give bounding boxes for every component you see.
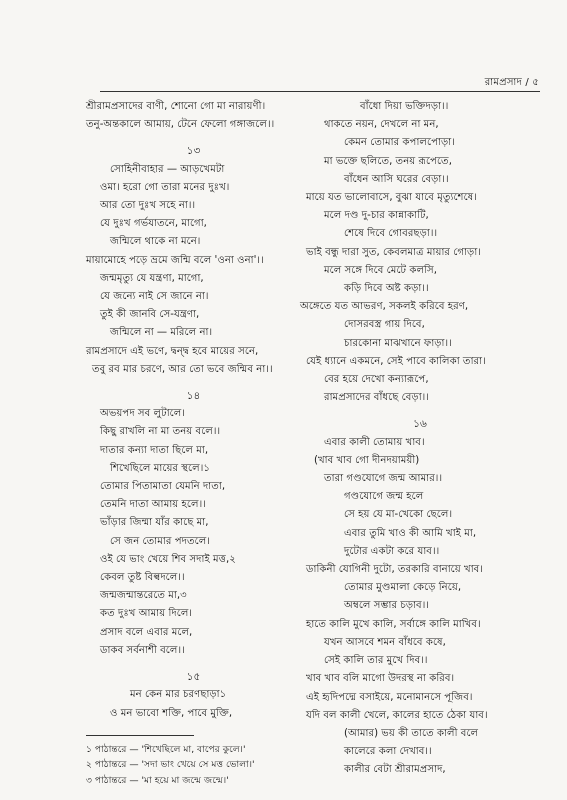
verse-line: দাতার কন্যা দাতা ছিলে মা, (100, 444, 209, 456)
verse-line: কেবল তুষ্ট বিল্বদলে।। (100, 572, 185, 584)
verse-line: দুটোর একটা করে যাব।। (344, 545, 440, 557)
verse-line: খাব খাব বলি মাগো উদরস্থ না করিব। (306, 673, 455, 685)
verse-line: থাকতে নয়ন, দেখলে না মন, (324, 119, 439, 131)
verse-line: এই হৃদিপদ্মে বসাইয়ে, মনোমানসে পূজিব। (306, 691, 473, 703)
verse-line: এবার তুমি খাও কী আমি খাই মা, (344, 527, 477, 539)
verse-line: মন কেন মার চরণছাড়া১ (130, 689, 227, 701)
verse-line: কত দুঃখ আমায় দিলে। (100, 608, 193, 620)
verse-line: যেই ধ্যানে একমনে, সেই পাবে কালিকা তারা। (306, 355, 486, 367)
verse-line: শ্রীরামপ্রসাদের বাণী, শোনো গো মা নারায়ণী। (86, 101, 266, 112)
verse-line: তবু রব মার চরণে, আর তো ভবে জন্মিব না।। (92, 363, 273, 375)
footnote-rule (86, 735, 194, 736)
song-number: ১৪ (186, 390, 201, 403)
verse-line: ভাই বন্ধু দারা সুত, কেবলমাত্র মায়ার গোড়া। (306, 246, 481, 258)
verse-line: তেমনি দাতা আমায় হলে।। (100, 499, 206, 511)
verse-line: জন্মিলে না — মরিলে না। (110, 327, 213, 339)
verse-line: গণ্ডযোগে জন্ম হলে (344, 491, 424, 503)
verse-line: কড়ি দিবে অষ্ট কড়া।। (344, 283, 429, 295)
verse-line: তুই কী জানবি সে-যন্ত্রণা, (100, 309, 200, 321)
verse-line: ডাকিনী যোগিনী দুটো, তরকারি বানায়ে খাব। (306, 564, 483, 576)
verse-line: বাঁধেন আসি ঘরের বেড়া।। (344, 173, 449, 185)
verse-line: এবার কালী তোমায় খাব। (324, 436, 425, 448)
verse-line: সেই কালি তার মুখে দিব।। (324, 655, 428, 667)
verse-line: (খাব খাব গো দীনদয়াময়ী) (314, 454, 420, 466)
verse-line: ও মন ভাবো শক্তি, পাবে মুক্তি, (110, 707, 233, 719)
verse-line: কালীর বেটা শ্রীরামপ্রসাদ, (344, 764, 446, 776)
verse-line: তোমার মুণ্ডমালা কেড়ে নিয়ে, (344, 582, 462, 594)
left-column (86, 98, 301, 788)
verse-line: তারা গণ্ডযোগে জন্ম আমার।। (324, 473, 443, 485)
verse-line: জন্মজন্মান্তরেতে মা,৩ (100, 590, 187, 602)
verse-line: সে হয় যে মা-খেকো ছেলে। (344, 509, 453, 521)
verse-line: বাঁধো দিয়া ভক্তিদড়া।। (360, 101, 449, 112)
verse-line: রামপ্রসাদের বাঁধছে বেড়া।। (324, 392, 429, 404)
footnote: ১ পাঠান্তরে — 'শিখেছিলে মা, বাপের কুলে।' (86, 743, 246, 755)
verse-line: আর তো দুঃখ সহে না।। (100, 200, 196, 212)
verse-line: যখন আসবে শমন বাঁধবে কষে, (324, 636, 446, 648)
running-header: রামপ্রসাদ / ৫ (484, 77, 539, 88)
verse-line: ডাকব সর্বনাশী বলে।। (100, 644, 185, 656)
verse-line: অম্বলে সম্ভার চড়াব।। (344, 600, 430, 612)
verse-line: কালেরে কলা দেখাব।। (344, 746, 432, 758)
verse-line: যদি বল কালী খেলে, কালের হাতে ঠেকা যাব। (306, 709, 488, 721)
verse-line: অঙ্গেতে যত আভরণ, সকলই করিবে হরণ, (300, 301, 469, 313)
verse-line: তনু-অন্তকালে আমায়, টেনে ফেলো গঙ্গাজলে।। (86, 119, 275, 131)
verse-line: রামপ্রসাদে এই ভণে, দ্বন্দ্ব হবে মায়ের সনে, (86, 345, 259, 357)
verse-line: অভয়পদ সব লুটালে। (100, 408, 185, 420)
footnote: ৩ পাঠান্তরে — 'মা হয়ে মা জন্মে জন্মে।' (86, 774, 229, 786)
song-number: ১৩ (186, 145, 201, 158)
verse-line: মলে সঙ্গে দিবে মেটে কলসি, (324, 264, 437, 276)
verse-line: সোহিনীবাহার — আড়খেমটা (110, 163, 225, 175)
verse-line: জন্মমৃত্যু যে যন্ত্রণা, মাগো, (100, 272, 204, 284)
verse-line: কিছু রাখলি না মা তনয় বলে।। (100, 426, 221, 438)
right-column (300, 98, 540, 780)
verse-line: জন্মিলে থাকে না মনে। (110, 236, 201, 248)
verse-line: হাতে কালি মুখে কালি, সর্বাঙ্গে কালি মাখিব। (306, 618, 481, 630)
verse-line: শেষে দিবে গোবরছড়া।। (344, 228, 438, 240)
song-number: ১৬ (413, 418, 427, 431)
verse-line: মায়ামোহে পড়ে ভ্রমে জন্মি বলে 'ওনা ওনা'।। (86, 254, 264, 266)
header-rule (100, 91, 540, 92)
verse-line: তোমার পিতামাতা যেমনি দাতা, (100, 481, 226, 493)
verse-line: মায়ে যত ভালোবাসে, বুঝা যাবে মৃত্যুশেষে। (306, 192, 477, 204)
verse-line: শিখেছিলে মায়ের স্থলে।১ (110, 462, 210, 474)
footnote: ২ পাঠান্তরে — 'সদা ভাং খেয়ে সে মত্ত ভোলা।' (86, 759, 255, 771)
verse-line: বের হয়ে দেখো কন্যারূপে, (324, 374, 429, 386)
verse-line: ভাঁড়ার জিম্মা যাঁর কাছে মা, (100, 517, 209, 529)
verse-line: চারকোনা মাঝখানে ফাড়া।। (344, 337, 452, 349)
song-number: ১৫ (186, 671, 201, 684)
verse-line: সে জন তোমার পদতলে। (110, 535, 210, 547)
verse-line: মা ভক্তে ছলিতে, তনয় রূপেতে, (324, 155, 452, 167)
verse-line: (আমার) ভয় কী তাতে কালী বলে (344, 727, 479, 739)
verse-line: ওমা। হরো গো তারা মনের দুঃখ। (100, 181, 230, 193)
verse-line: কেমন তোমার কপালপোড়া। (344, 137, 455, 149)
verse-line: দোসরবস্ত্র গায় দিবে, (344, 319, 425, 331)
verse-line: ওই যে ভাং খেয়ে শিব সদাই মত্ত,২ (100, 553, 236, 565)
verse-line: যে জন্যে নাই সে জানে না। (100, 291, 209, 303)
verse-line: প্রসাদ বলে এবার মলে, (100, 626, 193, 638)
verse-line: যে দুঃখ গর্ভযাতনে, মাগো, (100, 218, 207, 230)
verse-line: মলে দণ্ড দু-চার কান্নাকাটি, (324, 210, 429, 222)
